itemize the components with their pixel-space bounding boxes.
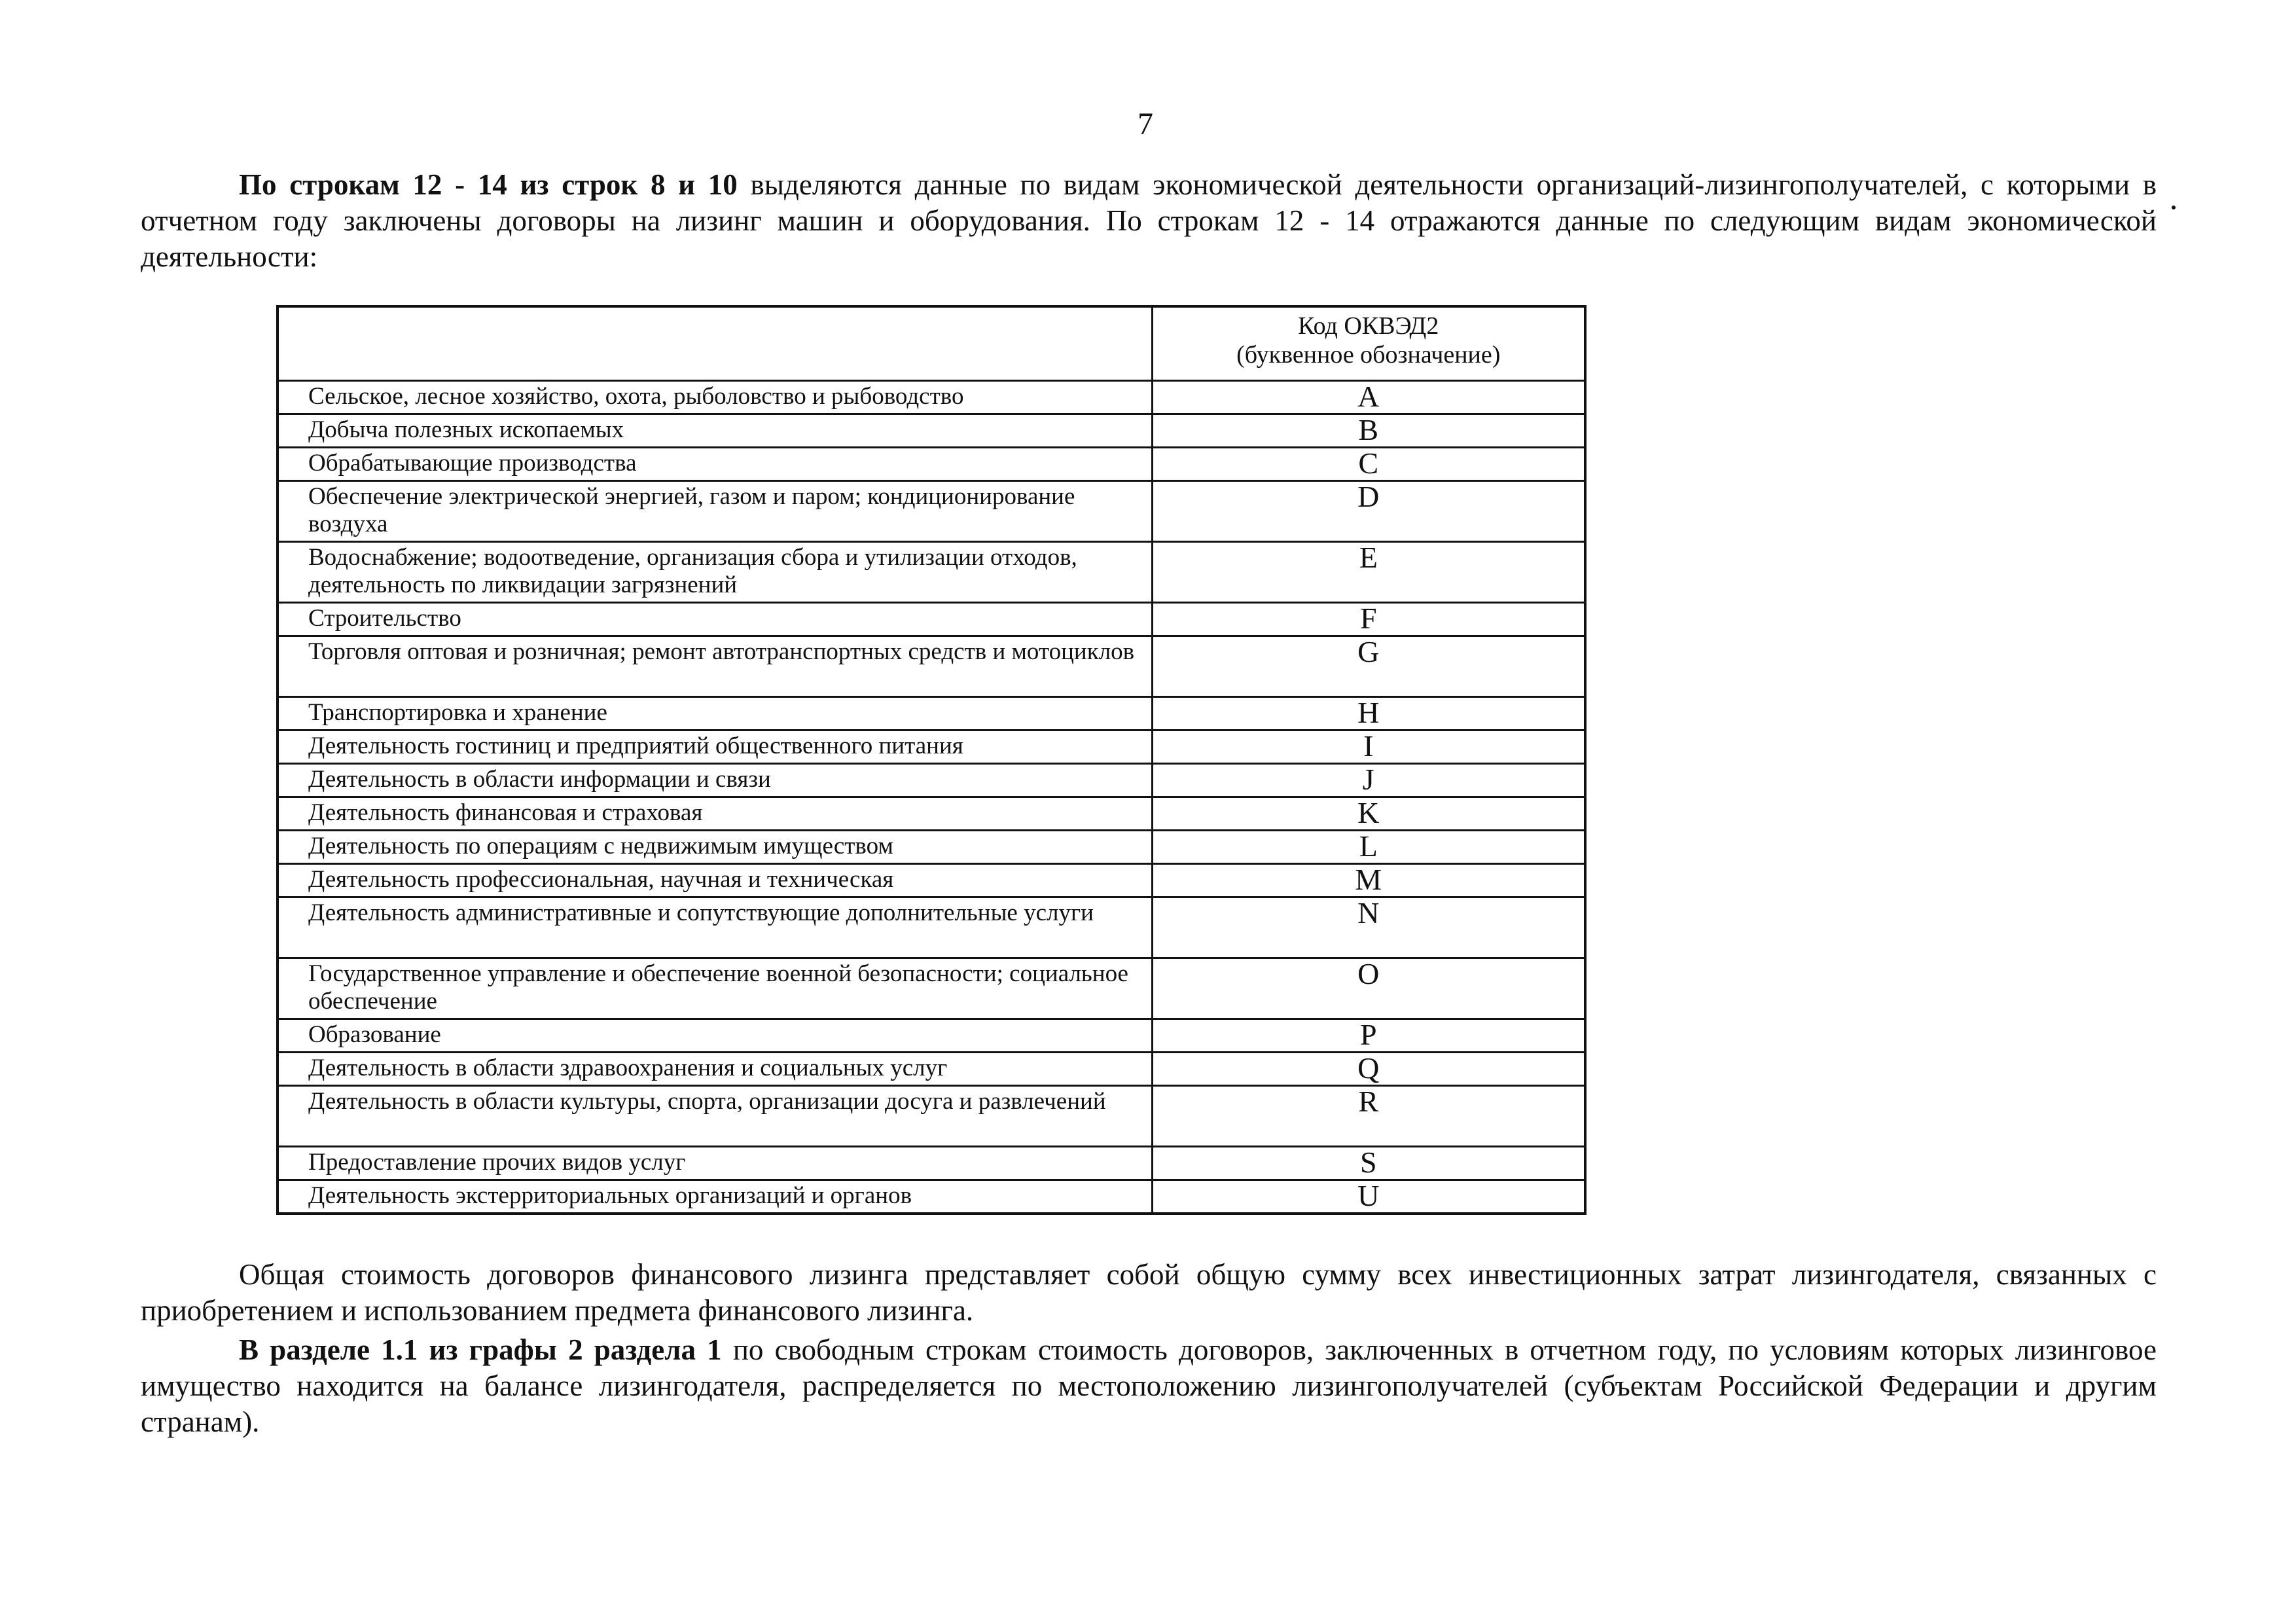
activity-code: S [1152, 1147, 1585, 1180]
activity-code: E [1152, 542, 1585, 603]
table-row [278, 797, 1585, 831]
table-row [278, 864, 1585, 897]
activity-name: Деятельность экстерриториальных организаций и органов [278, 1180, 1152, 1214]
activity-code: M [1152, 864, 1585, 897]
activity-code: P [1152, 1019, 1585, 1053]
activity-name: Транспортировка и хранение [278, 697, 1152, 731]
activity-code: C [1152, 448, 1585, 481]
activity-name: Сельское, лесное хозяйство, охота, рыболовство и рыбоводство [278, 381, 1152, 414]
activity-name: Торговля оптовая и розничная; ремонт автотранспортных средств и мотоциклов [278, 636, 1152, 697]
activity-name: Добыча полезных ископаемых [278, 414, 1152, 448]
table-row [278, 1053, 1585, 1086]
activity-name: Обрабатывающие производства [278, 448, 1152, 481]
activity-name: Деятельность финансовая и страховая [278, 797, 1152, 831]
activity-code: F [1152, 603, 1585, 636]
table-row [278, 1147, 1585, 1180]
table-header-row [278, 306, 1585, 381]
activity-code: O [1152, 958, 1585, 1019]
activity-code: R [1152, 1086, 1585, 1147]
header-name-cell [278, 306, 1152, 381]
activity-name: Образование [278, 1019, 1152, 1053]
activity-code: I [1152, 731, 1585, 764]
activity-name: Деятельность гостиниц и предприятий общественного питания [278, 731, 1152, 764]
header-code-subtitle: (буквенное обозначение) [1236, 341, 1501, 369]
table-row [278, 831, 1585, 864]
activity-name: Предоставление прочих видов услуг [278, 1147, 1152, 1180]
activity-name: Строительство [278, 603, 1152, 636]
activity-name: Государственное управление и обеспечение военной безопасности; социальное обеспечение [278, 958, 1152, 1019]
section-bold-lead: В разделе 1.1 из графы 2 раздела 1 [239, 1333, 722, 1366]
table-row [278, 481, 1585, 542]
activity-name: Водоснабжение; водоотведение, организация сбора и утилизации отходов, деятельность по ликвидации загрязнений [278, 542, 1152, 603]
intro-paragraph [141, 167, 2157, 275]
activity-code: B [1152, 414, 1585, 448]
cost-paragraph [141, 1257, 2157, 1329]
activity-name: Деятельность в области информации и связи [278, 764, 1152, 797]
activity-code: D [1152, 481, 1585, 542]
activity-name: Деятельность в области культуры, спорта, организации досуга и развлечений [278, 1086, 1152, 1147]
intro-bold-lead: По строкам 12 - 14 из строк 8 и 10 [239, 168, 738, 201]
activity-name: Деятельность административные и сопутствующие дополнительные услуги [278, 897, 1152, 958]
section-paragraph [141, 1332, 2157, 1440]
table-row [278, 731, 1585, 764]
table-row [278, 603, 1585, 636]
activity-code: J [1152, 764, 1585, 797]
activity-code: U [1152, 1180, 1585, 1214]
activity-name: Деятельность в области здравоохранения и социальных услуг [278, 1053, 1152, 1086]
table-row [278, 414, 1585, 448]
table-row [278, 636, 1585, 697]
activity-name: Деятельность по операциям с недвижимым имуществом [278, 831, 1152, 864]
header-code-cell [1152, 306, 1585, 381]
activity-name: Обеспечение электрической энергией, газом и паром; кондиционирование воздуха [278, 481, 1152, 542]
header-code-title: Код ОКВЭД2 [1298, 312, 1439, 340]
page-number: 7 [1138, 107, 1153, 141]
table-row [278, 1086, 1585, 1147]
table-row [278, 542, 1585, 603]
cost-text: Общая стоимость договоров финансового лизинга представляет собой общую сумму всех инвестиционных затрат лизингодателя, связанных с приобретением и использованием предмета финансового лизинга. [141, 1258, 2157, 1327]
table-row [278, 958, 1585, 1019]
activity-code: Q [1152, 1053, 1585, 1086]
table-row [278, 1019, 1585, 1053]
scan-dot-mark [2172, 206, 2176, 209]
activity-code: K [1152, 797, 1585, 831]
table-row [278, 897, 1585, 958]
table-row [278, 1180, 1585, 1214]
activity-code: A [1152, 381, 1585, 414]
activity-code: H [1152, 697, 1585, 731]
section-text: по свободным строкам стоимость договоров, заключенных в отчетном году, по условиям которых лизинговое имущество находится на балансе лизингодателя, распределяется по местоположению лизингополучателей (субъектам Российской Федерации и другим странам). [141, 1333, 2157, 1438]
okved-table [276, 305, 1587, 1215]
table-row [278, 697, 1585, 731]
activity-code: G [1152, 636, 1585, 697]
table-row [278, 381, 1585, 414]
table-row [278, 448, 1585, 481]
activity-code: L [1152, 831, 1585, 864]
activity-code: N [1152, 897, 1585, 958]
table-row [278, 764, 1585, 797]
activity-name: Деятельность профессиональная, научная и техническая [278, 864, 1152, 897]
intro-text: выделяются данные по видам экономической деятельности организаций-лизингополучателей, с которыми в отчетном году заключены договоры на лизинг машин и оборудования. По строкам 12 - 14 отражаются данные по следующим видам экономической деятельности: [141, 168, 2157, 273]
